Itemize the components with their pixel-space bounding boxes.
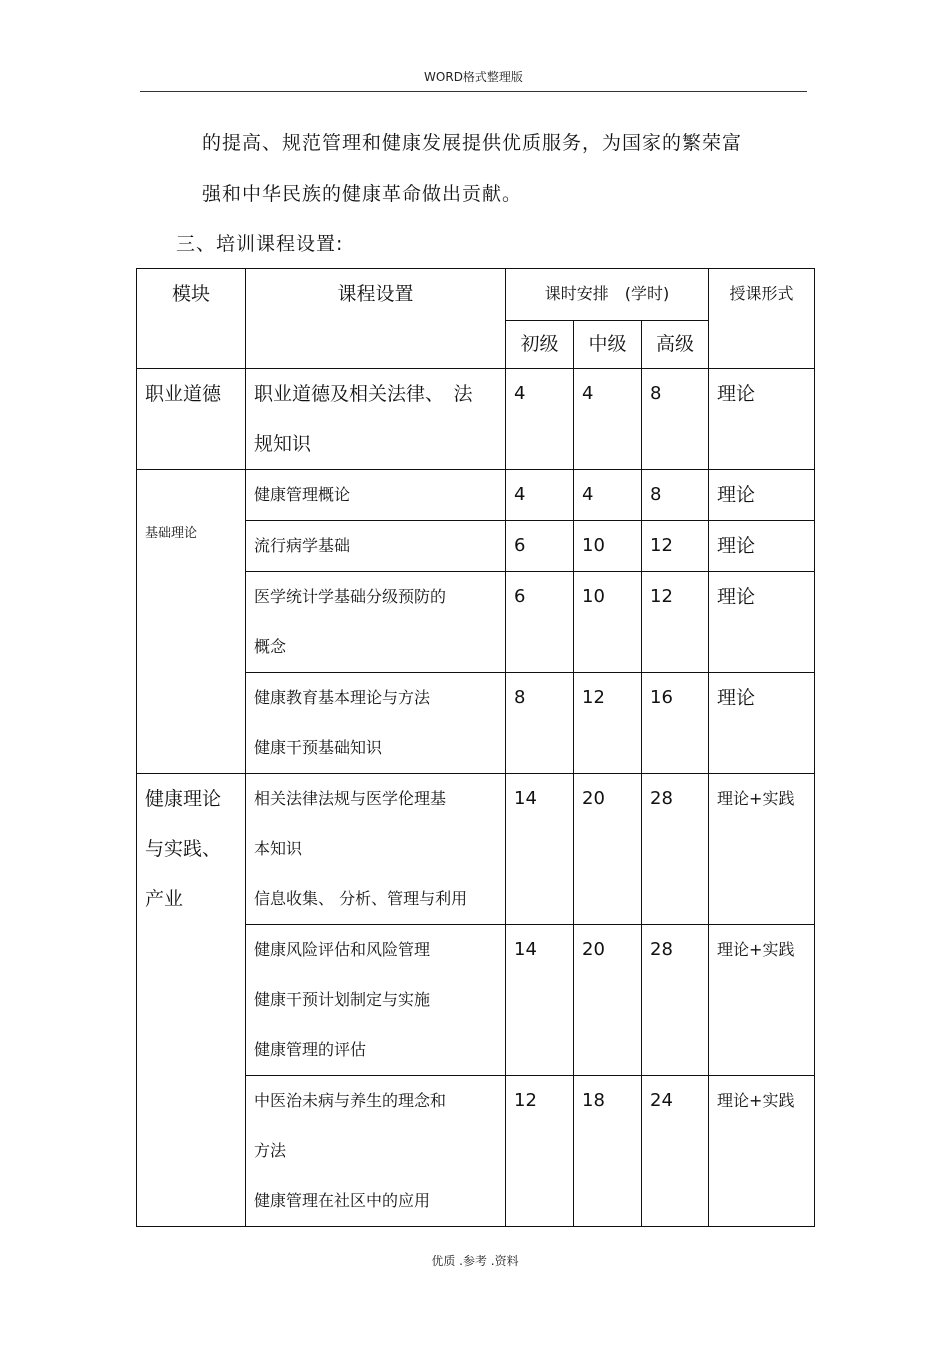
module-cell: 健康理论 与实践、 产业 (137, 774, 246, 1227)
header-form: 授课形式 (709, 269, 815, 369)
hours-intermediate: 10 (574, 572, 642, 673)
hours-primary: 4 (506, 369, 574, 470)
course-cell: 中医治未病与养生的理念和 方法 健康管理在社区中的应用 (246, 1076, 506, 1227)
hours-advanced: 24 (642, 1076, 709, 1227)
paragraph-line-1: 的提高、规范管理和健康发展提供优质服务，为国家的繁荣富 (202, 132, 743, 154)
form-cell: 理论+实践 (709, 925, 815, 1076)
course-cell: 医学统计学基础分级预防的 概念 (246, 572, 506, 673)
hours-primary: 14 (506, 774, 574, 925)
hours-primary: 6 (506, 521, 574, 572)
course-cell: 流行病学基础 (246, 521, 506, 572)
course-cell: 相关法律法规与医学伦理基 本知识 信息收集、 分析、管理与利用 (246, 774, 506, 925)
hours-primary: 6 (506, 572, 574, 673)
form-cell: 理论 (709, 673, 815, 774)
course-cell: 健康教育基本理论与方法 健康干预基础知识 (246, 673, 506, 774)
hours-intermediate: 12 (574, 673, 642, 774)
hours-advanced: 8 (642, 470, 709, 521)
form-cell: 理论+实践 (709, 1076, 815, 1227)
hours-intermediate: 20 (574, 774, 642, 925)
header-module: 模块 (137, 269, 246, 369)
hours-primary: 14 (506, 925, 574, 1076)
table-row (137, 470, 815, 521)
paragraph-line-2: 强和中华民族的健康革命做出贡献。 (202, 183, 523, 205)
course-table (136, 268, 815, 1227)
form-cell: 理论+实践 (709, 774, 815, 925)
section-title: 三、培训课程设置: (176, 233, 344, 255)
module-cell: 职业道德 (137, 369, 246, 470)
header-rule (140, 91, 807, 92)
hours-primary: 4 (506, 470, 574, 521)
page-footer: 优质 .参考 .资料 (431, 1254, 519, 1268)
header-level-primary: 初级 (506, 321, 574, 369)
hours-advanced: 12 (642, 572, 709, 673)
header-level-advanced: 高级 (642, 321, 709, 369)
form-cell: 理论 (709, 521, 815, 572)
hours-intermediate: 4 (574, 470, 642, 521)
header-level-intermediate: 中级 (574, 321, 642, 369)
hours-advanced: 8 (642, 369, 709, 470)
course-cell: 职业道德及相关法律、 法 规知识 (246, 369, 506, 470)
hours-intermediate: 18 (574, 1076, 642, 1227)
hours-advanced: 28 (642, 925, 709, 1076)
hours-advanced: 16 (642, 673, 709, 774)
header-course: 课程设置 (246, 269, 506, 369)
table-row (137, 774, 815, 925)
hours-advanced: 12 (642, 521, 709, 572)
hours-primary: 12 (506, 1076, 574, 1227)
course-cell: 健康管理概论 (246, 470, 506, 521)
hours-intermediate: 20 (574, 925, 642, 1076)
form-cell: 理论 (709, 369, 815, 470)
hours-advanced: 28 (642, 774, 709, 925)
page-header: WORD格式整理版 (424, 70, 523, 84)
hours-intermediate: 4 (574, 369, 642, 470)
form-cell: 理论 (709, 572, 815, 673)
course-cell: 健康风险评估和风险管理 健康干预计划制定与实施 健康管理的评估 (246, 925, 506, 1076)
table-row (137, 369, 815, 470)
hours-primary: 8 (506, 673, 574, 774)
form-cell: 理论 (709, 470, 815, 521)
module-cell: 基础理论 (137, 470, 246, 774)
header-hours: 课时安排 (学时) (506, 269, 709, 321)
hours-intermediate: 10 (574, 521, 642, 572)
